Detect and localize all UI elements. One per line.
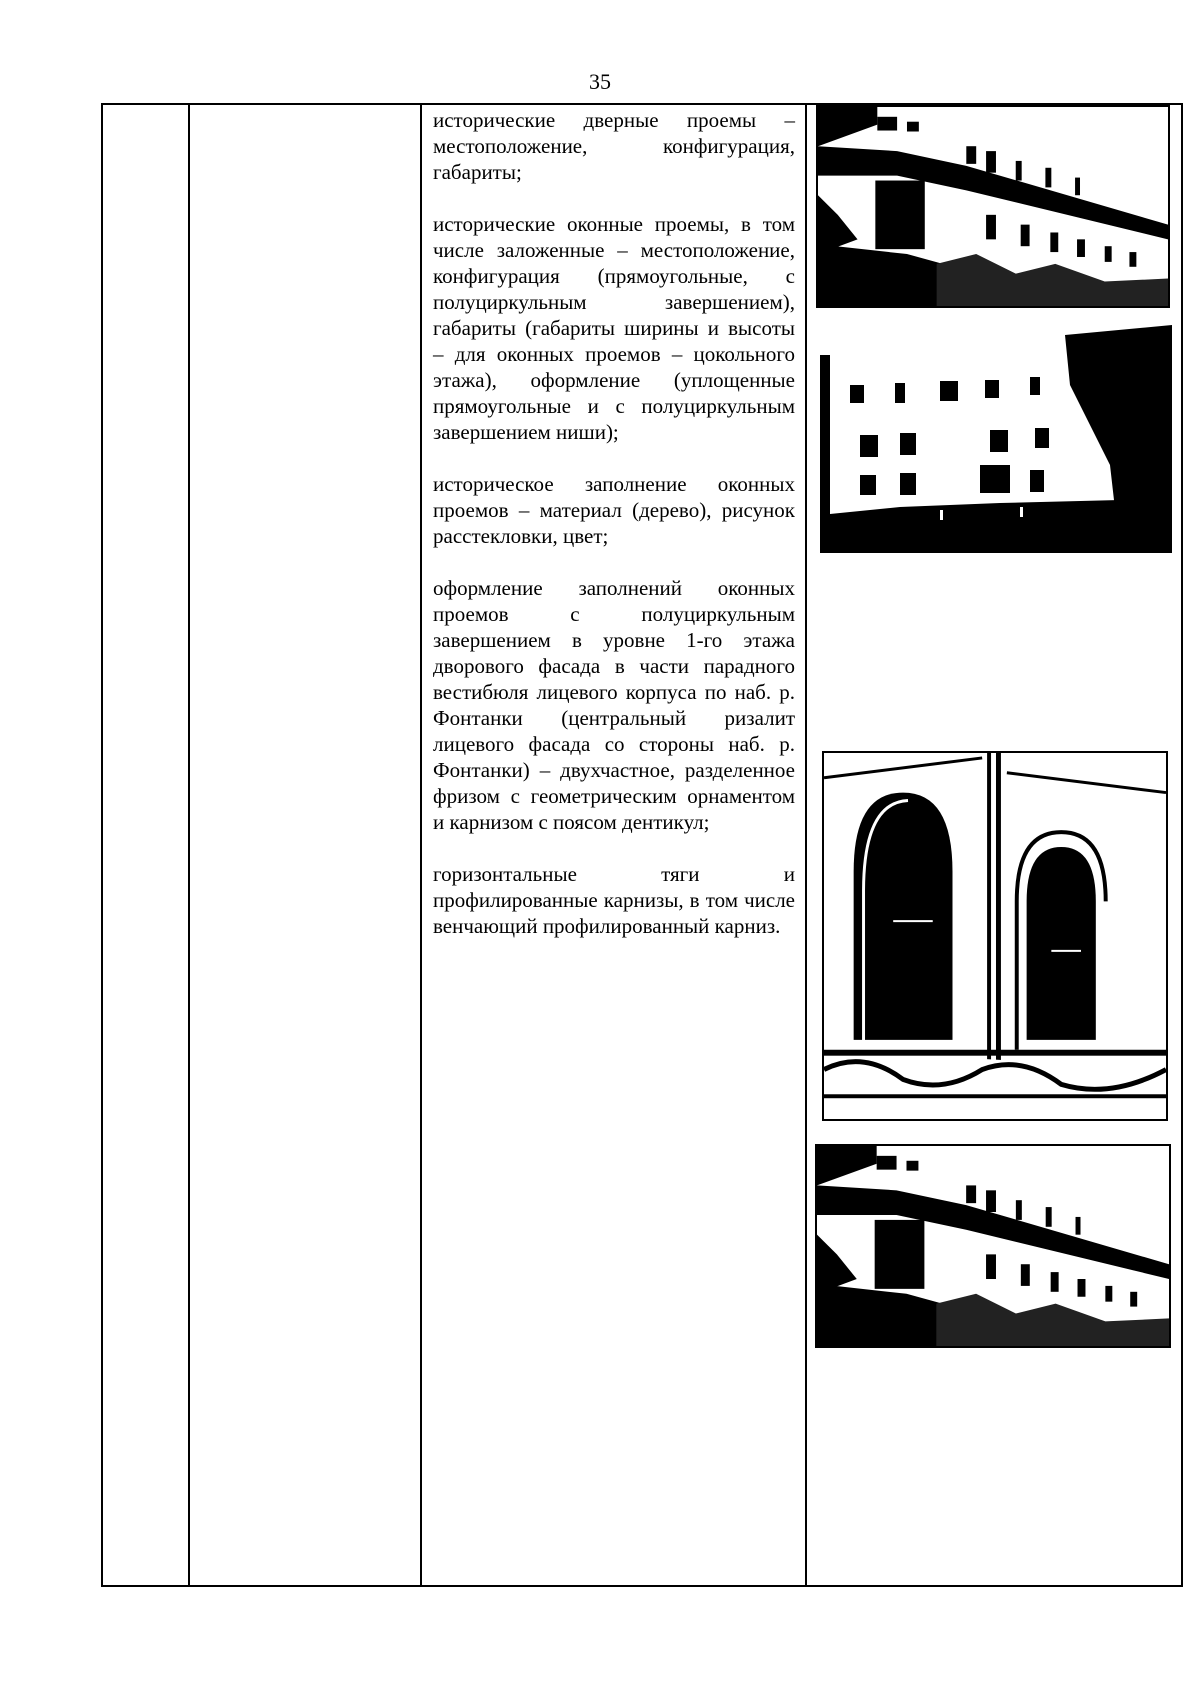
paragraph-door-openings: исторические дверные проемы – местоположение, конфигурация, габариты; <box>433 108 795 184</box>
facade-photo-2 <box>820 325 1172 553</box>
facade-photo-1 <box>816 105 1170 308</box>
paragraph-window-openings: исторические оконные проемы, в том числе заложенные – местоположение, конфигурация (прямоугольные, с полуциркульным завершением), габариты (габариты ширины и высоты – для оконных проемов – цокольного этажа), оформление (уплощенные прямоугольные и с полуциркульным завершением ниши); <box>433 212 795 444</box>
paragraph-cornices: горизонтальные тяги и профилированные карнизы, в том числе венчающий профилированный карниз. <box>433 862 795 938</box>
paragraph-window-fill: историческое заполнение оконных проемов – материал (дерево), рисунок расстекловки, цвет; <box>433 472 795 548</box>
facade-photo-3 <box>815 1144 1171 1348</box>
column-divider-2 <box>420 105 422 1585</box>
document-table <box>101 103 1183 1587</box>
column-divider-1 <box>188 105 190 1585</box>
page-number: 35 <box>589 69 611 94</box>
arched-windows-photo <box>822 751 1168 1121</box>
paragraph-arched-window-fill: оформление заполнений оконных проемов с полуциркульным завершением в уровне 1-го этажа дворового фасада в части парадного вестибюля лицевого корпуса по наб. р. Фонтанки (центральный ризалит лицевого фасада со стороны наб. р. Фонтанки) – двухчастное, разделенное фризом с геометрическим орнаментом и карнизом с поясом дентикул; <box>433 576 795 834</box>
description-cell <box>433 107 795 965</box>
column-divider-3 <box>805 105 807 1585</box>
